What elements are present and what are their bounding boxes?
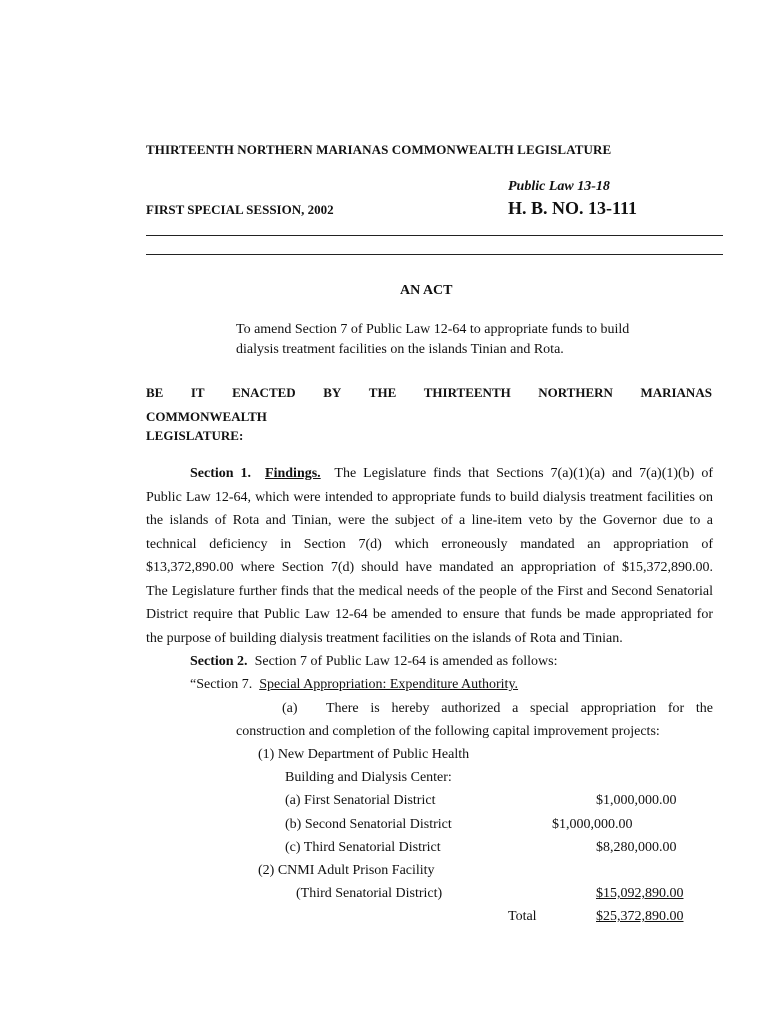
section-1-line: technical deficiency in Section 7(d) which erroneously mandated an appropriation of xyxy=(146,537,713,552)
item-1-title: (1) New Department of Public Health xyxy=(258,747,470,762)
act-purpose-line: To amend Section 7 of Public Law 12-64 to appropriate funds to build xyxy=(236,322,630,337)
section-1-line: District require that Public Law 12-64 be amended to ensure that funds be made appropriated for xyxy=(146,607,713,622)
enacting-word: ENACTED xyxy=(232,385,296,400)
subsection-a-text-cont: construction and completion of the following capital improvement projects: xyxy=(236,724,660,739)
act-purpose-line: dialysis treatment facilities on the islands Tinian and Rota. xyxy=(236,342,564,357)
section-1-line: The Legislature further finds that the medical needs of the people of the First and Second Senatorial xyxy=(146,584,713,599)
quoted-section-label: “Section 7. xyxy=(190,677,253,692)
section-2-label: Section 2. xyxy=(190,654,248,669)
enacting-word: BE xyxy=(146,385,164,400)
enacting-word: THIRTEENTH xyxy=(423,385,511,400)
enacting-clause-continued xyxy=(146,407,267,445)
section-1-label: Section 1. xyxy=(190,466,252,481)
section-1-line: $13,372,890.00 where Section 7(d) should have mandated an appropriation of $15,372,890.00. xyxy=(146,560,713,575)
item-2-amount xyxy=(596,886,684,902)
section-1-first-line xyxy=(190,466,713,482)
section-1-line: the purpose of building dialysis treatment facilities on the islands of Rota and Tinian. xyxy=(146,631,623,646)
district-label: (b) Second Senatorial District xyxy=(285,817,452,832)
header-rule-bottom xyxy=(146,254,723,255)
enacting-line: COMMONWEALTH xyxy=(146,409,267,424)
enacting-word: BY xyxy=(323,385,342,400)
subsection-a-label: (a) xyxy=(282,701,298,716)
enacting-word: IT xyxy=(190,385,205,400)
item-2-subtitle: (Third Senatorial District) xyxy=(296,886,443,901)
bill-number: H. B. NO. 13-111 xyxy=(508,198,638,218)
section-1-text: The Legislature finds that Sections 7(a)(1)(a) and 7(a)(1)(b) of xyxy=(334,466,713,481)
section-1-heading: Findings. xyxy=(265,466,321,481)
item-2-title: (2) CNMI Adult Prison Facility xyxy=(258,863,435,878)
enacting-word: NORTHERN xyxy=(538,385,613,400)
enacting-word: THE xyxy=(368,385,397,400)
quoted-section-heading-line xyxy=(190,677,518,693)
act-purpose xyxy=(236,320,629,360)
section-2-text: Section 7 of Public Law 12-64 is amended as follows: xyxy=(254,654,558,669)
public-law-number: Public Law 13-18 xyxy=(508,179,610,194)
enacting-line: LEGISLATURE: xyxy=(146,428,244,443)
district-label: (a) First Senatorial District xyxy=(285,793,436,808)
enacting-word: MARIANAS xyxy=(640,385,712,400)
district-amount: $8,280,000.00 xyxy=(596,840,677,855)
session-label: FIRST SPECIAL SESSION, 2002 xyxy=(146,202,334,217)
district-label: (c) Third Senatorial District xyxy=(285,840,441,855)
total-amount xyxy=(596,909,684,925)
section-1-line: the islands of Rota and Tinian, were the subject of a line-item veto by the Governor due to a xyxy=(146,513,713,528)
item-1-subtitle: Building and Dialysis Center: xyxy=(285,770,452,785)
quoted-section-heading: Special Appropriation: Expenditure Authority. xyxy=(259,677,519,692)
header-rule-top xyxy=(146,235,723,236)
act-title: AN ACT xyxy=(400,283,453,298)
section-1-line: Public Law 12-64, which were intended to appropriate funds to build dialysis treatment facilities on xyxy=(146,490,713,505)
item-2-amount-value: $15,092,890.00 xyxy=(596,886,684,901)
district-amount: $1,000,000.00 xyxy=(596,793,677,808)
total-amount-value: $25,372,890.00 xyxy=(596,909,684,924)
enacting-clause xyxy=(146,385,712,401)
subsection-a-text: There is hereby authorized a special appropriation for the xyxy=(326,701,713,716)
total-label: Total xyxy=(508,909,537,924)
legislature-name: THIRTEENTH NORTHERN MARIANAS COMMONWEALTH LEGISLATURE xyxy=(146,142,612,157)
district-amount: $1,000,000.00 xyxy=(552,817,633,832)
section-2-line xyxy=(190,654,557,670)
